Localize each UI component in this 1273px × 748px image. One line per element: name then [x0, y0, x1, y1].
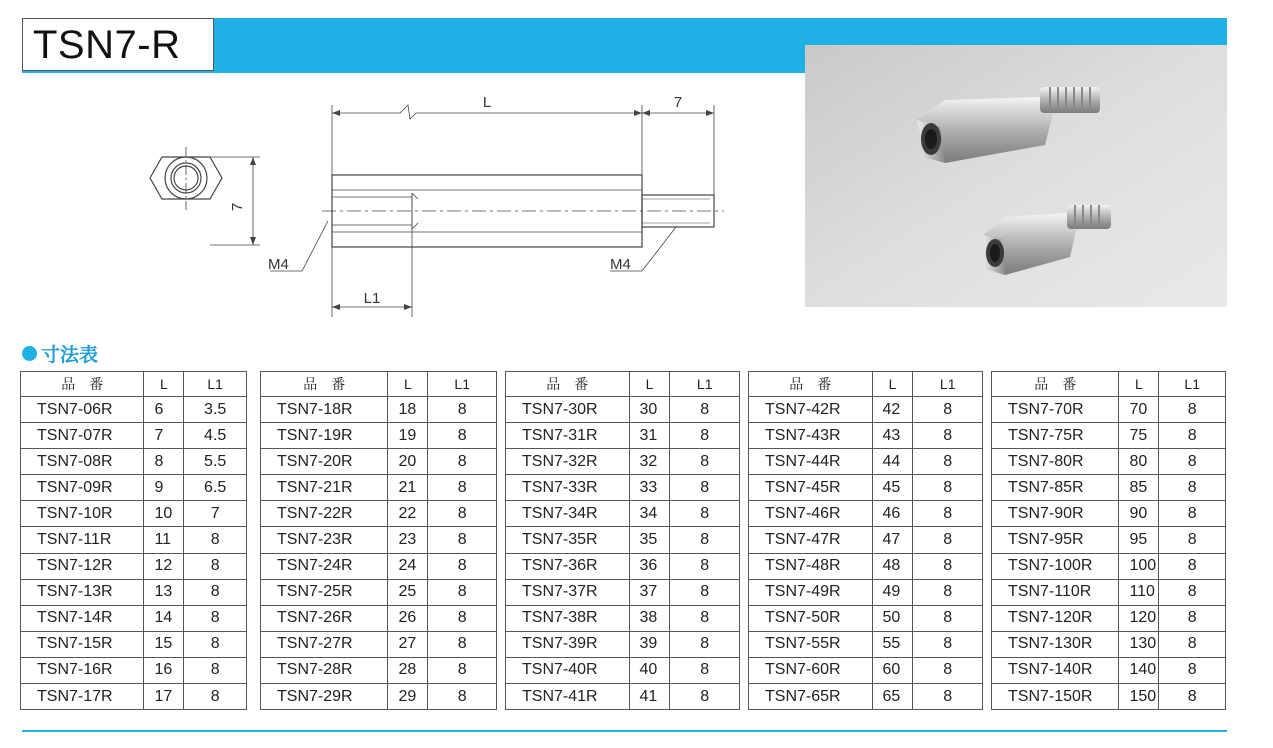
cell-L1: 8 — [1159, 684, 1226, 710]
cell-L1: 8 — [913, 631, 983, 657]
cell-part: TSN7-25R — [261, 579, 388, 605]
cell-part: TSN7-75R — [992, 423, 1119, 449]
table-row — [992, 501, 1226, 527]
table-row — [749, 605, 983, 631]
cell-L: 60 — [872, 657, 913, 683]
bullet-dot-icon — [22, 346, 37, 361]
cell-L1: 8 — [913, 397, 983, 423]
table-row — [261, 553, 497, 579]
cell-L: 140 — [1119, 657, 1159, 683]
cell-L1: 8 — [913, 684, 983, 710]
table-row — [992, 631, 1226, 657]
cell-L: 80 — [1119, 449, 1159, 475]
cell-L: 34 — [629, 501, 670, 527]
cell-L1: 8 — [913, 553, 983, 579]
table-row — [506, 657, 740, 683]
cell-L: 39 — [629, 631, 670, 657]
table-row — [749, 579, 983, 605]
cell-L: 11 — [144, 527, 184, 553]
cell-L1: 8 — [670, 605, 740, 631]
table-row — [21, 397, 247, 423]
cell-L1: 8 — [1159, 579, 1226, 605]
cell-L: 35 — [629, 527, 670, 553]
cell-L1: 8 — [428, 475, 497, 501]
cell-L: 32 — [629, 449, 670, 475]
header-L1: L1 — [670, 372, 740, 397]
cell-part: TSN7-30R — [506, 397, 630, 423]
cell-part: TSN7-49R — [749, 579, 873, 605]
table-row — [992, 579, 1226, 605]
cell-L1: 8 — [428, 527, 497, 553]
cell-L: 24 — [388, 553, 428, 579]
header-part: 品 番 — [506, 372, 630, 397]
table-row — [992, 397, 1226, 423]
cell-L: 42 — [872, 397, 913, 423]
cell-part: TSN7-44R — [749, 449, 873, 475]
table-row — [749, 657, 983, 683]
cell-L1: 3.5 — [184, 397, 247, 423]
cell-part: TSN7-17R — [21, 684, 144, 710]
table-row — [261, 397, 497, 423]
table-row — [506, 501, 740, 527]
header-L: L — [872, 372, 913, 397]
table-row — [21, 605, 247, 631]
cell-L1: 8 — [184, 527, 247, 553]
table-row — [261, 684, 497, 710]
cell-part: TSN7-11R — [21, 527, 144, 553]
table-row — [21, 527, 247, 553]
cell-L: 17 — [144, 684, 184, 710]
table-row — [261, 449, 497, 475]
cell-L1: 8 — [184, 579, 247, 605]
cell-L1: 8 — [913, 579, 983, 605]
cell-part: TSN7-14R — [21, 605, 144, 631]
cell-L1: 8 — [428, 579, 497, 605]
cell-L1: 8 — [184, 605, 247, 631]
cell-part: TSN7-33R — [506, 475, 630, 501]
table-row — [506, 397, 740, 423]
cell-L: 26 — [388, 605, 428, 631]
cell-part: TSN7-47R — [749, 527, 873, 553]
cell-L1: 8 — [1159, 657, 1226, 683]
cell-L1: 8 — [428, 553, 497, 579]
cell-part: TSN7-16R — [21, 657, 144, 683]
cell-L: 48 — [872, 553, 913, 579]
cell-L1: 8 — [670, 684, 740, 710]
header-L1: L1 — [913, 372, 983, 397]
cell-L1: 6.5 — [184, 475, 247, 501]
cell-part: TSN7-100R — [992, 553, 1119, 579]
cell-L1: 8 — [670, 579, 740, 605]
cell-part: TSN7-21R — [261, 475, 388, 501]
table-row — [21, 657, 247, 683]
cell-L1: 8 — [1159, 501, 1226, 527]
cell-part: TSN7-19R — [261, 423, 388, 449]
cell-L: 22 — [388, 501, 428, 527]
cell-part: TSN7-45R — [749, 475, 873, 501]
table-row — [749, 397, 983, 423]
cell-part: TSN7-150R — [992, 684, 1119, 710]
cell-L: 12 — [144, 553, 184, 579]
cell-L: 95 — [1119, 527, 1159, 553]
cell-L1: 8 — [428, 449, 497, 475]
product-photo — [805, 45, 1227, 307]
dim-7-side-label: 7 — [229, 202, 246, 212]
table-row — [992, 657, 1226, 683]
table-row — [506, 449, 740, 475]
cell-L: 18 — [388, 397, 428, 423]
product-title: TSN7-R — [22, 18, 214, 71]
table-row — [506, 423, 740, 449]
cell-part: TSN7-29R — [261, 684, 388, 710]
cell-part: TSN7-70R — [992, 397, 1119, 423]
cell-L: 130 — [1119, 631, 1159, 657]
cell-part: TSN7-48R — [749, 553, 873, 579]
cell-part: TSN7-50R — [749, 605, 873, 631]
cell-L: 37 — [629, 579, 670, 605]
cell-part: TSN7-26R — [261, 605, 388, 631]
cell-L1: 8 — [428, 684, 497, 710]
cell-L: 7 — [144, 423, 184, 449]
header-L1: L1 — [1159, 372, 1226, 397]
cell-L1: 8 — [428, 631, 497, 657]
cell-part: TSN7-10R — [21, 501, 144, 527]
table-row — [261, 605, 497, 631]
table-row — [992, 475, 1226, 501]
cell-part: TSN7-40R — [506, 657, 630, 683]
cell-L: 55 — [872, 631, 913, 657]
table-row — [261, 631, 497, 657]
table-row — [749, 631, 983, 657]
cell-L: 46 — [872, 501, 913, 527]
technical-drawing — [110, 85, 750, 325]
cell-L: 28 — [388, 657, 428, 683]
cell-L: 29 — [388, 684, 428, 710]
cell-part: TSN7-13R — [21, 579, 144, 605]
dim-L-label: L — [482, 94, 492, 111]
cell-L: 15 — [144, 631, 184, 657]
cell-L: 33 — [629, 475, 670, 501]
cell-L: 23 — [388, 527, 428, 553]
cell-part: TSN7-07R — [21, 423, 144, 449]
header-L: L — [388, 372, 428, 397]
header-L: L — [629, 372, 670, 397]
cell-L1: 8 — [1159, 553, 1226, 579]
cell-L1: 8 — [1159, 605, 1226, 631]
cell-L1: 8 — [428, 397, 497, 423]
cell-L: 16 — [144, 657, 184, 683]
table-row — [506, 579, 740, 605]
m4-left-label: M4 — [268, 256, 289, 273]
cell-part: TSN7-38R — [506, 605, 630, 631]
cell-L1: 8 — [913, 527, 983, 553]
cell-L: 14 — [144, 605, 184, 631]
table-row — [749, 684, 983, 710]
cell-L1: 8 — [670, 449, 740, 475]
cell-L: 19 — [388, 423, 428, 449]
table-row — [21, 631, 247, 657]
cell-L1: 8 — [913, 423, 983, 449]
cell-part: TSN7-42R — [749, 397, 873, 423]
cell-L: 90 — [1119, 501, 1159, 527]
header-part: 品 番 — [992, 372, 1119, 397]
table-row — [992, 423, 1226, 449]
cell-part: TSN7-110R — [992, 579, 1119, 605]
cell-part: TSN7-37R — [506, 579, 630, 605]
dimension-table-2 — [260, 371, 497, 710]
cell-L: 47 — [872, 527, 913, 553]
table-row — [506, 605, 740, 631]
table-row — [992, 553, 1226, 579]
table-row — [749, 423, 983, 449]
cell-L1: 8 — [670, 501, 740, 527]
header-part: 品 番 — [749, 372, 873, 397]
cell-L1: 8 — [1159, 397, 1226, 423]
m4-right-label: M4 — [610, 256, 631, 273]
cell-part: TSN7-60R — [749, 657, 873, 683]
header-L1: L1 — [428, 372, 497, 397]
cell-L1: 8 — [1159, 449, 1226, 475]
cell-L1: 4.5 — [184, 423, 247, 449]
cell-part: TSN7-140R — [992, 657, 1119, 683]
cell-L: 49 — [872, 579, 913, 605]
cell-part: TSN7-18R — [261, 397, 388, 423]
cell-part: TSN7-32R — [506, 449, 630, 475]
cell-L1: 8 — [913, 449, 983, 475]
cell-L: 38 — [629, 605, 670, 631]
table-row — [21, 684, 247, 710]
cell-part: TSN7-34R — [506, 501, 630, 527]
dimension-table-5 — [991, 371, 1226, 710]
cell-part: TSN7-20R — [261, 449, 388, 475]
cell-part: TSN7-06R — [21, 397, 144, 423]
table-row — [992, 684, 1226, 710]
cell-part: TSN7-43R — [749, 423, 873, 449]
cell-L1: 8 — [670, 423, 740, 449]
table-row — [749, 475, 983, 501]
cell-L: 100 — [1119, 553, 1159, 579]
cell-L1: 8 — [913, 475, 983, 501]
table-row — [261, 475, 497, 501]
dim-L1-label: L1 — [363, 290, 381, 307]
table-row — [749, 553, 983, 579]
cell-L: 50 — [872, 605, 913, 631]
cell-L: 40 — [629, 657, 670, 683]
dimension-table-4 — [748, 371, 983, 710]
cell-L: 30 — [629, 397, 670, 423]
header-L: L — [144, 372, 184, 397]
table-row — [992, 605, 1226, 631]
cell-part: TSN7-27R — [261, 631, 388, 657]
section-title: 寸法表 — [41, 345, 99, 366]
cell-L: 36 — [629, 553, 670, 579]
table-row — [21, 449, 247, 475]
cell-part: TSN7-28R — [261, 657, 388, 683]
cell-part: TSN7-22R — [261, 501, 388, 527]
cell-part: TSN7-85R — [992, 475, 1119, 501]
cell-part: TSN7-08R — [21, 449, 144, 475]
cell-L1: 8 — [1159, 475, 1226, 501]
table-row — [21, 579, 247, 605]
dim-7-top-label: 7 — [673, 94, 683, 111]
table-row — [992, 449, 1226, 475]
cell-L: 20 — [388, 449, 428, 475]
cell-L: 65 — [872, 684, 913, 710]
table-row — [749, 449, 983, 475]
cell-L: 10 — [144, 501, 184, 527]
cell-L1: 8 — [428, 501, 497, 527]
table-row — [21, 423, 247, 449]
cell-part: TSN7-41R — [506, 684, 630, 710]
table-row — [749, 527, 983, 553]
header-part: 品 番 — [261, 372, 388, 397]
header-L1: L1 — [184, 372, 247, 397]
table-row — [261, 657, 497, 683]
cell-part: TSN7-09R — [21, 475, 144, 501]
cell-part: TSN7-35R — [506, 527, 630, 553]
cell-L: 75 — [1119, 423, 1159, 449]
cell-L1: 8 — [1159, 631, 1226, 657]
table-row — [506, 553, 740, 579]
cell-L: 150 — [1119, 684, 1159, 710]
cell-L1: 8 — [428, 423, 497, 449]
cell-L: 43 — [872, 423, 913, 449]
cell-L1: 8 — [184, 631, 247, 657]
cell-L: 120 — [1119, 605, 1159, 631]
cell-L: 6 — [144, 397, 184, 423]
cell-part: TSN7-80R — [992, 449, 1119, 475]
cell-L1: 8 — [913, 605, 983, 631]
dimension-table-1 — [20, 371, 247, 710]
cell-L1: 8 — [184, 553, 247, 579]
cell-part: TSN7-15R — [21, 631, 144, 657]
cell-part: TSN7-36R — [506, 553, 630, 579]
table-row — [506, 475, 740, 501]
cell-L: 8 — [144, 449, 184, 475]
cell-L1: 8 — [670, 397, 740, 423]
cell-L1: 8 — [1159, 527, 1226, 553]
cell-L: 31 — [629, 423, 670, 449]
cell-part: TSN7-24R — [261, 553, 388, 579]
header-L: L — [1119, 372, 1159, 397]
table-row — [21, 501, 247, 527]
cell-L: 110 — [1119, 579, 1159, 605]
cell-L1: 8 — [428, 605, 497, 631]
cell-part: TSN7-65R — [749, 684, 873, 710]
cell-L1: 8 — [670, 553, 740, 579]
table-row — [506, 684, 740, 710]
cell-L1: 8 — [913, 657, 983, 683]
cell-part: TSN7-46R — [749, 501, 873, 527]
table-row — [261, 423, 497, 449]
table-row — [261, 579, 497, 605]
table-row — [261, 527, 497, 553]
cell-L: 21 — [388, 475, 428, 501]
table-row — [506, 527, 740, 553]
cell-L: 85 — [1119, 475, 1159, 501]
cell-L: 44 — [872, 449, 913, 475]
cell-part: TSN7-12R — [21, 553, 144, 579]
table-row — [261, 501, 497, 527]
cell-L: 13 — [144, 579, 184, 605]
cell-L1: 7 — [184, 501, 247, 527]
cell-L1: 5.5 — [184, 449, 247, 475]
cell-L1: 8 — [428, 657, 497, 683]
cell-part: TSN7-120R — [992, 605, 1119, 631]
table-row — [21, 475, 247, 501]
header-part: 品 番 — [21, 372, 144, 397]
cell-L1: 8 — [670, 631, 740, 657]
cell-L: 41 — [629, 684, 670, 710]
table-row — [992, 527, 1226, 553]
cell-L1: 8 — [913, 501, 983, 527]
cell-L: 70 — [1119, 397, 1159, 423]
cell-L: 27 — [388, 631, 428, 657]
cell-part: TSN7-55R — [749, 631, 873, 657]
cell-L1: 8 — [1159, 423, 1226, 449]
cell-L: 25 — [388, 579, 428, 605]
cell-L1: 8 — [184, 684, 247, 710]
footer-line — [22, 730, 1227, 732]
cell-part: TSN7-23R — [261, 527, 388, 553]
cell-part: TSN7-130R — [992, 631, 1119, 657]
cell-L1: 8 — [670, 475, 740, 501]
cell-L: 9 — [144, 475, 184, 501]
cell-L1: 8 — [670, 657, 740, 683]
cell-part: TSN7-90R — [992, 501, 1119, 527]
table-row — [21, 553, 247, 579]
cell-L1: 8 — [670, 527, 740, 553]
cell-part: TSN7-31R — [506, 423, 630, 449]
dimension-table-3 — [505, 371, 740, 710]
cell-part: TSN7-39R — [506, 631, 630, 657]
cell-part: TSN7-95R — [992, 527, 1119, 553]
table-row — [506, 631, 740, 657]
section-heading — [22, 340, 98, 367]
table-row — [749, 501, 983, 527]
cell-L: 45 — [872, 475, 913, 501]
cell-L1: 8 — [184, 657, 247, 683]
